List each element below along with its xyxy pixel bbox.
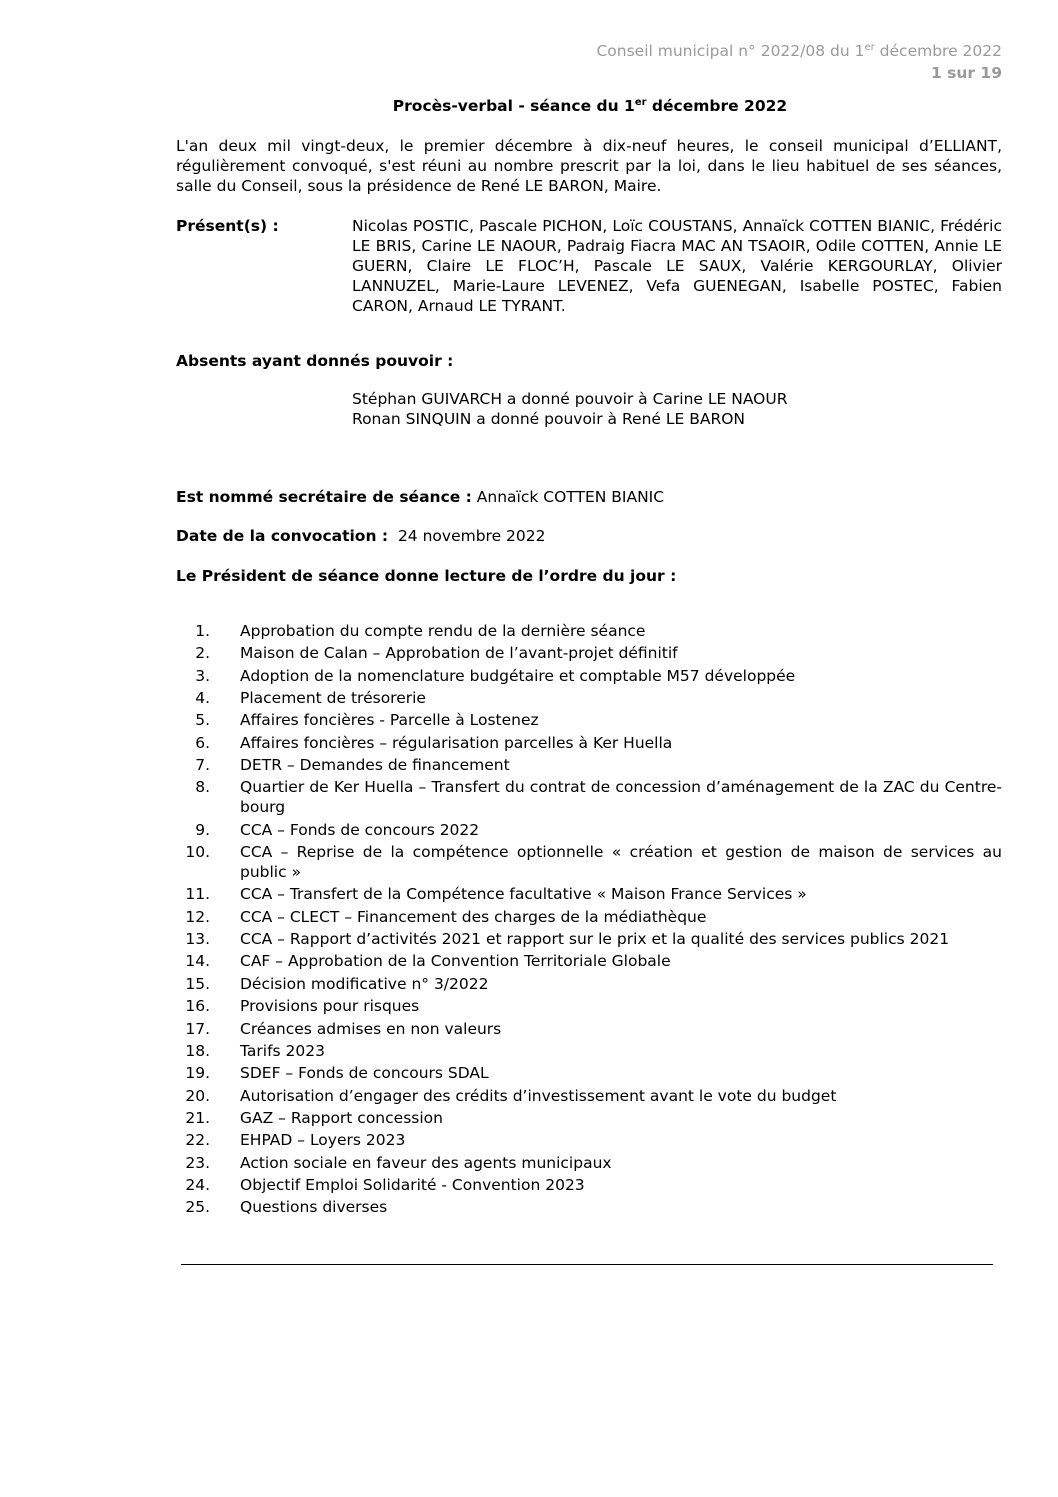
agenda-item-number: 4. — [195, 689, 210, 708]
agenda-item-text: DETR – Demandes de financement — [240, 756, 510, 775]
agenda-item-text: CAF – Approbation de la Convention Territoriale Globale — [240, 952, 671, 971]
agenda-item-text: EHPAD – Loyers 2023 — [240, 1131, 406, 1150]
agenda-item — [176, 755, 1002, 775]
agenda-item — [176, 666, 1002, 686]
agenda-item-text: Action sociale en faveur des agents municipaux — [240, 1153, 612, 1172]
agenda-item-number: 20. — [185, 1086, 210, 1105]
agenda-item-text: Décision modificative n° 3/2022 — [240, 974, 489, 993]
proxy-item: Ronan SINQUIN a donné pouvoir à René LE BARON — [352, 410, 746, 428]
agenda-item-number: 25. — [185, 1198, 210, 1217]
agenda-item — [176, 884, 1002, 904]
agenda-item — [176, 1063, 1002, 1083]
agenda-item — [176, 643, 1002, 663]
agenda-item — [176, 929, 1002, 949]
present-label: Présent(s) : — [176, 217, 279, 235]
agenda-item-text: Affaires foncières - Parcelle à Lostenez — [240, 711, 539, 730]
agenda-item — [176, 907, 1002, 927]
agenda-item — [176, 1130, 1002, 1150]
agenda-item — [176, 1175, 1002, 1195]
agenda-item-number: 7. — [195, 756, 210, 775]
secretary-line — [176, 487, 1002, 507]
agenda-item-number: 22. — [185, 1131, 210, 1150]
agenda-item-number: 23. — [185, 1153, 210, 1172]
intro-paragraph: L'an deux mil vingt-deux, le premier décembre à dix-neuf heures, le conseil municipal d’ELLIANT, régulièrement convoqué, s'est réuni au nombre prescrit par la loi, dans le lieu habituel de ses séances, salle du Conseil, sous la présidence de René LE BARON, Maire. — [176, 137, 1002, 195]
agenda-item — [176, 777, 1002, 817]
agenda-item — [176, 1019, 1002, 1039]
agenda-item-number: 2. — [195, 644, 210, 663]
agenda-item-text: GAZ – Rapport concession — [240, 1108, 443, 1127]
agenda-item-text: Approbation du compte rendu de la dernière séance — [240, 622, 646, 640]
secretary-label: Est nommé secrétaire de séance : — [176, 488, 472, 506]
agenda-item — [176, 820, 1002, 840]
agenda-item-text: CCA – Fonds de concours 2022 — [240, 820, 480, 839]
agenda-item-text: Quartier de Ker Huella – Transfert du contrat de concession d’aménagement de la ZAC du Centre-bourg — [240, 778, 1002, 817]
agenda-item — [176, 1086, 1002, 1106]
agenda-item-number: 17. — [185, 1019, 210, 1038]
agenda-item-number: 9. — [195, 820, 210, 839]
agenda-item — [176, 733, 1002, 753]
agenda-item-text: Autorisation d’engager des crédits d’investissement avant le vote du budget — [240, 1086, 837, 1105]
agenda-item-number: 8. — [195, 778, 210, 797]
agenda-item-text: Adoption de la nomenclature budgétaire et comptable M57 développée — [240, 666, 796, 685]
agenda-item-number: 11. — [185, 885, 210, 904]
secretary-value: Annaïck COTTEN BIANIC — [471, 488, 665, 506]
title-sup: er — [634, 96, 647, 108]
agenda-item-text: Questions diverses — [240, 1198, 388, 1217]
agenda-item-text: Objectif Emploi Solidarité - Convention 2023 — [240, 1175, 585, 1194]
page-count: 1 sur 19 — [930, 64, 1002, 82]
agenda-item-text: Provisions pour risques — [240, 997, 420, 1016]
agenda-item-number: 18. — [185, 1041, 210, 1060]
agenda-item-text: Tarifs 2023 — [240, 1041, 325, 1060]
agenda-item — [176, 710, 1002, 730]
agenda-heading: Le Président de séance donne lecture de l’ordre du jour : — [176, 567, 677, 585]
agenda-item-number: 24. — [185, 1175, 210, 1194]
agenda-item — [176, 688, 1002, 708]
agenda-item-number: 12. — [185, 907, 210, 926]
convocation-line — [176, 526, 1002, 546]
title-end: décembre 2022 — [646, 97, 788, 115]
agenda-item-text: CCA – Reprise de la compétence optionnelle « création et gestion de maison de services au public » — [240, 843, 1002, 882]
meeting-reference-sup: er — [864, 41, 875, 53]
agenda-item-number: 16. — [185, 997, 210, 1016]
convocation-value: 24 novembre 2022 — [388, 527, 546, 545]
proxy-item: Stéphan GUIVARCH a donné pouvoir à Carine LE NAOUR — [352, 390, 788, 408]
agenda-item — [176, 996, 1002, 1016]
agenda-item-number: 10. — [185, 843, 210, 862]
agenda-item — [176, 1041, 1002, 1061]
meeting-reference — [596, 40, 1002, 62]
document-title — [0, 96, 1058, 116]
agenda-item-number: 6. — [195, 733, 210, 752]
agenda-item-number: 1. — [195, 622, 210, 640]
agenda-item-number: 5. — [195, 711, 210, 730]
agenda-item — [176, 1153, 1002, 1173]
agenda-item-text: Maison de Calan – Approbation de l’avant-projet définitif — [240, 644, 678, 663]
title-text: Procès-verbal - séance du 1 — [392, 97, 635, 115]
agenda-item-number: 3. — [195, 666, 210, 685]
agenda-item-text: CCA – CLECT – Financement des charges de la médiathèque — [240, 907, 707, 926]
agenda-item-text: SDEF – Fonds de concours SDAL — [240, 1064, 489, 1083]
absents-label: Absents ayant donnés pouvoir : — [176, 352, 454, 370]
divider-line — [181, 1264, 993, 1265]
agenda-item — [176, 951, 1002, 971]
convocation-label: Date de la convocation : — [176, 527, 389, 545]
agenda-item-number: 14. — [185, 952, 210, 971]
proxy-list — [352, 389, 1002, 429]
agenda-item-text: Affaires foncières – régularisation parcelles à Ker Huella — [240, 733, 673, 752]
agenda-item — [176, 621, 1002, 641]
agenda-item-number: 13. — [185, 930, 210, 949]
agenda-item-number: 15. — [185, 974, 210, 993]
agenda-list — [176, 621, 1002, 1220]
agenda-item — [176, 1197, 1002, 1217]
agenda-item-number: 21. — [185, 1108, 210, 1127]
meeting-reference-end: décembre 2022 — [874, 42, 1002, 60]
agenda-item-text: CCA – Transfert de la Compétence facultative « Maison France Services » — [240, 885, 807, 904]
present-names: Nicolas POSTIC, Pascale PICHON, Loïc COUSTANS, Annaïck COTTEN BIANIC, Frédéric LE BRIS, Carine LE NAOUR, Padraig Fiacra MAC AN TSAOIR, Odile COTTEN, Annie LE GUERN, Claire LE FLOC’H, Pascale LE SAUX, Valérie KERGOURLAY, Olivier LANNUZEL, Marie-Laure LEVENEZ, Vefa GUENEGAN, Isabelle POSTEC, Fabien CARON, Arnaud LE TYRANT. — [352, 217, 1002, 315]
agenda-item — [176, 1108, 1002, 1128]
agenda-item-text: CCA – Rapport d’activités 2021 et rapport sur le prix et la qualité des services publics 2021 — [240, 930, 950, 949]
page-header — [596, 40, 1002, 84]
agenda-item — [176, 974, 1002, 994]
agenda-item-text: Placement de trésorerie — [240, 689, 426, 708]
agenda-item — [176, 842, 1002, 882]
agenda-item-text: Créances admises en non valeurs — [240, 1019, 502, 1038]
meeting-reference-text: Conseil municipal n° 2022/08 du 1 — [596, 42, 865, 60]
agenda-item-number: 19. — [185, 1064, 210, 1083]
